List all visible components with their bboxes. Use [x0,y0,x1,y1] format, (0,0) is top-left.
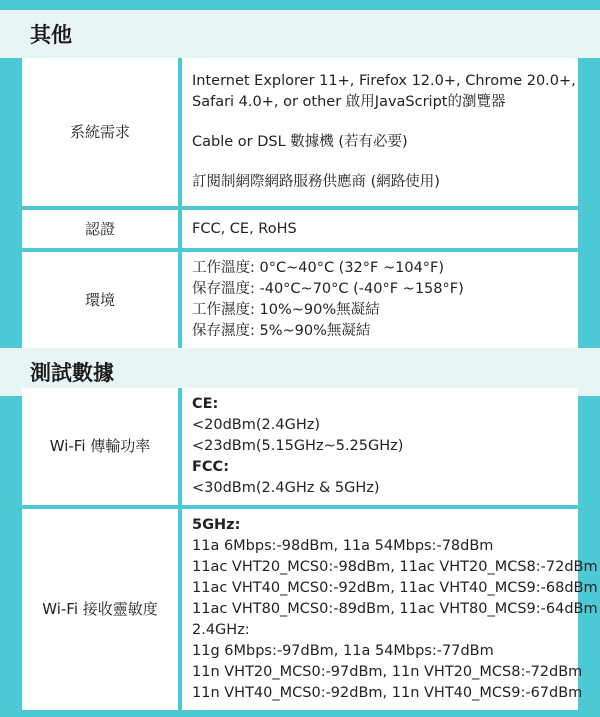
table-row [22,252,578,348]
value-line: <23dBm(5.15GHz~5.25GHz) [192,438,404,454]
value-line: 訂閱制網際網路服務供應商 (網路使用) [192,174,440,190]
row-label-certification: 認證 [22,210,182,248]
value-line: 保存濕度: 5%~90%無凝結 [192,323,371,339]
row-value-wifi-tx-power [182,388,578,505]
value-line: <20dBm(2.4GHz) [192,417,321,433]
value-line: 11a 6Mbps:-98dBm, 11a 54Mbps:-78dBm [192,538,494,554]
value-line: 11n VHT20_MCS0:-97dBm, 11n VHT20_MCS8:-72dBm [192,664,583,680]
value-heading: CE: [192,396,219,412]
value-line: <30dBm(2.4GHz & 5GHz) [192,480,380,496]
row-value-certification: FCC, CE, RoHS [182,210,578,248]
table-row [22,509,578,710]
value-line: 11ac VHT40_MCS0:-92dBm, 11ac VHT40_MCS9:-68dBm [192,580,598,596]
section-title: 其他 [30,23,72,47]
value-line: 11ac VHT20_MCS0:-98dBm, 11ac VHT20_MCS8:-72dBm [192,559,598,575]
value-line: 11ac VHT80_MCS0:-89dBm, 11ac VHT80_MCS9:-64dBm [192,601,598,617]
row-label-wifi-tx-power: Wi-Fi 傳輸功率 [22,388,182,505]
table-row [22,58,578,206]
row-value-system-requirements [182,58,578,206]
value-line: 工作溫度: 0°C~40°C (32°F ~104°F) [192,260,445,276]
table-row [22,210,578,248]
row-value-wifi-rx-sensitivity [182,509,598,710]
row-value-environment [182,252,578,348]
row-label-wifi-rx-sensitivity: Wi-Fi 接收靈敏度 [22,509,182,710]
value-line: Internet Explorer 11+, Firefox 12.0+, Chrome 20.0+, [192,73,576,89]
row-label-environment: 環境 [22,252,182,348]
row-label-system-requirements: 系統需求 [22,58,182,206]
test-spec-table [22,384,598,714]
value-line: 保存溫度: -40°C~70°C (-40°F ~158°F) [192,281,464,297]
section-header-other [0,10,600,58]
value-line: Safari 4.0+, or other 啟用JavaScript的瀏覽器 [192,94,506,110]
section-title: 測試數據 [30,361,114,385]
other-spec-table [22,54,578,352]
value-line: 11g 6Mbps:-97dBm, 11a 54Mbps:-77dBm [192,643,494,659]
value-line: Cable or DSL 數據機 (若有必要) [192,134,408,150]
value-line: 工作濕度: 10%~90%無凝結 [192,302,380,318]
value-heading: 5GHz: [192,517,241,533]
value-heading: FCC: [192,459,229,475]
value-heading: 2.4GHz: [192,622,250,638]
value-line: 11n VHT40_MCS0:-92dBm, 11n VHT40_MCS9:-67dBm [192,685,583,701]
table-row [22,388,578,505]
